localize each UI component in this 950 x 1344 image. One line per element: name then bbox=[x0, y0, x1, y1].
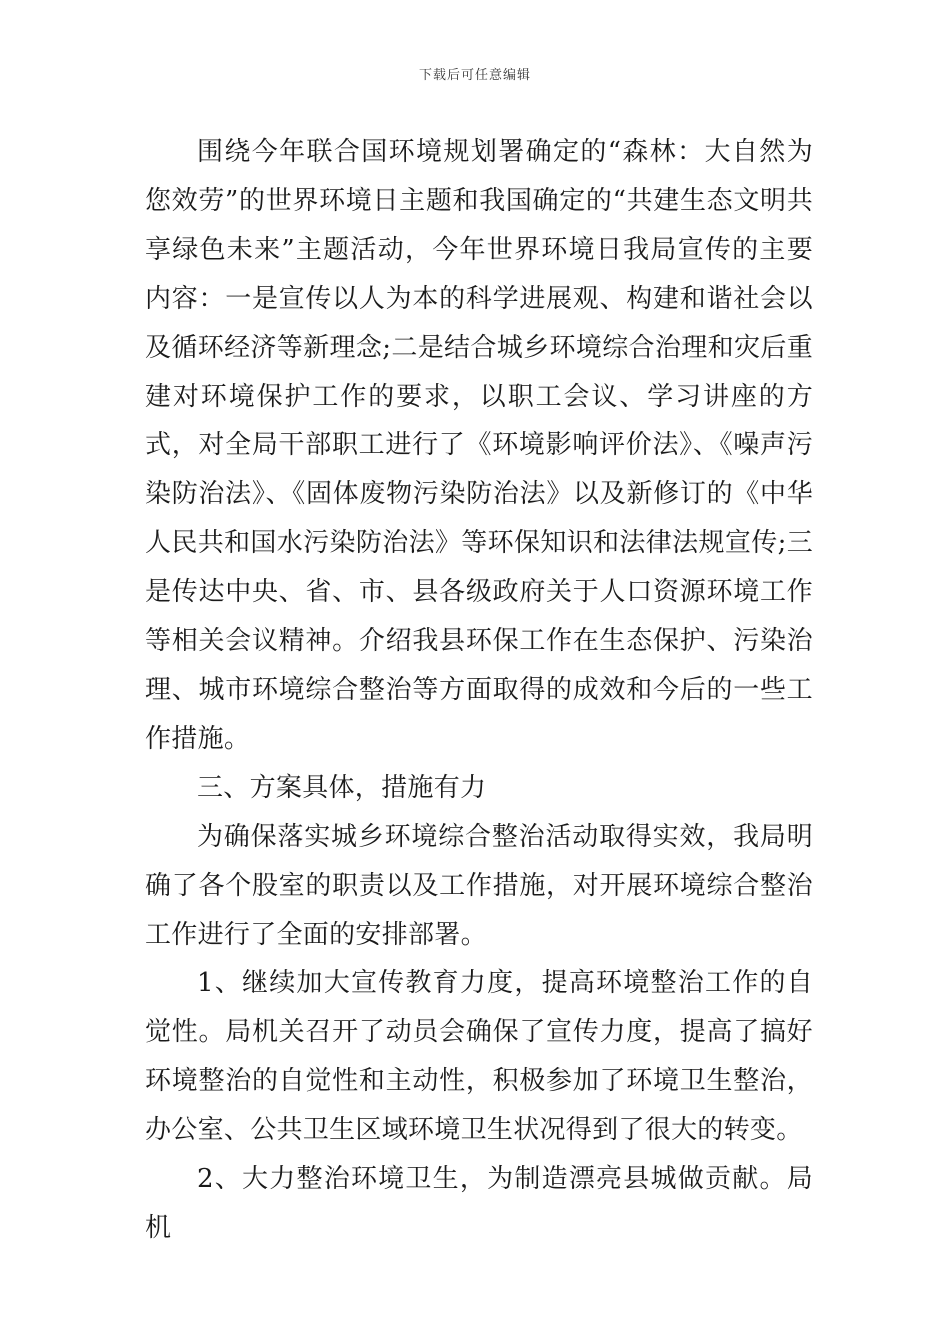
document-body bbox=[145, 128, 813, 1253]
paragraph-world-environment-day: 围绕今年联合国环境规划署确定的“森林：大自然为您效劳”的世界环境日主题和我国确定的“共建生态文明共享绿色未来”主题活动，今年世界环境日我局宣传的主要内容：一是宣传以人为本的科学进展观、构建和谐社会以及循环经济等新理念;二是结合城乡环境综合治理和灾后重建对环境保护工作的要求，以职工会议、学习讲座的方式，对全局干部职工进行了《环境影响评价法》、《噪声污染防治法》、《固体废物污染防治法》以及新修订的《中华人民共和国水污染防治法》等环保知识和法律法规宣传;三是传达中央、省、市、县各级政府关于人口资源环境工作等相关会议精神。介绍我县环保工作在生态保护、污染治理、城市环境综合整治等方面取得的成效和今后的一些工作措施。 bbox=[145, 137, 813, 754]
paragraph-item-1: 1、继续加大宣传教育力度，提高环境整治工作的自觉性。局机关召开了动员会确保了宣传力度，提高了搞好环境整治的自觉性和主动性，积极参加了环境卫生整治，办公室、公共卫生区域环境卫生状况得到了很大的转变。 bbox=[145, 968, 813, 1146]
paragraph-responsibilities: 为确保落实城乡环境综合整治活动取得实效，我局明确了各个股室的职责以及工作措施，对开展环境综合整治工作进行了全面的安排部署。 bbox=[145, 821, 813, 950]
paragraph-item-2: 2、大力整治环境卫生，为制造漂亮县城做贡献。局机 bbox=[145, 1164, 813, 1243]
page-header: 下载后可任意编辑 bbox=[418, 68, 531, 83]
section-heading-three: 三、方案具体，措施有力 bbox=[197, 772, 487, 803]
